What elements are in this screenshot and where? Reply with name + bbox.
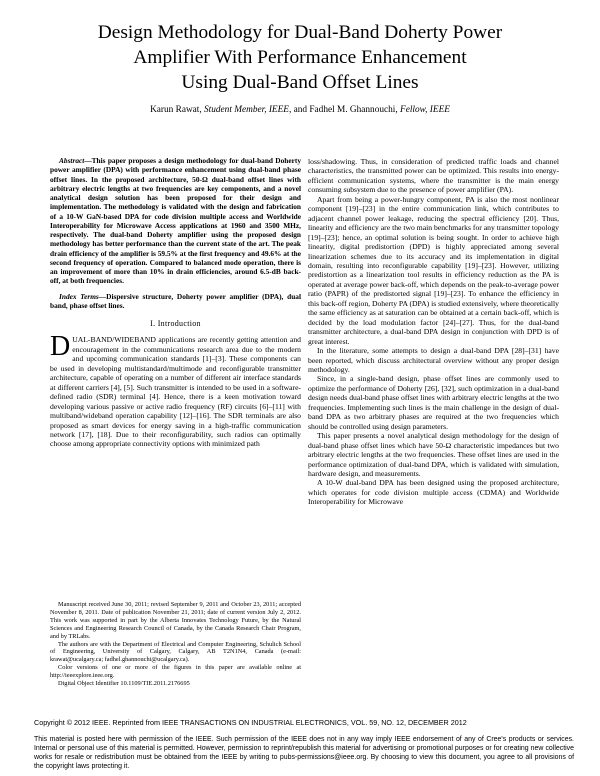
author-2-role: Fellow, IEEE	[400, 105, 450, 115]
right-paragraph-0: loss/shadowing. Thus, in consideration of predicted traffic loads and channel characteristics, the transmitted power can be optimized. This results into energy-efficient communication systems, where the transmitter is the main energy consuming subsystem due to the presence of power amplifier (PA).	[308, 157, 559, 195]
author-1-role: Student Member, IEEE,	[204, 105, 292, 115]
index-terms-label: Index Terms	[59, 291, 99, 301]
title-line-1: Design Methodology for Dual-Band Doherty Power	[97, 22, 503, 43]
abstract	[50, 156, 301, 286]
copyright-line: Copyright © 2012 IEEE. Reprinted from IEEE TRANSACTIONS ON INDUSTRIAL ELECTRONICS, VOL. 59, NO. 12, DECEMBER 2012	[34, 718, 467, 727]
footnote-manuscript: Manuscript received June 30, 2011; revised September 9, 2011 and October 23, 2011; accepted November 8, 2011. Date of publication November 21, 2011; date of current version July 2, 2012. This work was supported in part by the Alberta Innovates Technology Future, by the Natural Sciences and Engineering Research Council of Canada, by the Canada Research Chair Program, and by TRLabs.	[50, 601, 301, 640]
right-paragraph-4: This paper presents a novel analytical design methodology for the design of dual-band phase offset lines which have 50-Ω characteristic impedances but two arbitrary electric lengths at the two frequencies. These offset lines are used in the performance optimization of dual-band DPA, which is validated with simulation, hardware design, and measurements.	[308, 431, 559, 478]
right-paragraph-5: A 10-W dual-band DPA has been designed using the proposed architecture, which operates for code division multiple access (CDMA) and Worldwide Interoperability for Microwave	[308, 478, 559, 507]
right-paragraph-2: In the literature, some attempts to design a dual-band DPA [28]–[31] have been reported, which discuss architectural overview without any proper design methodology.	[308, 346, 559, 374]
footnote-doi: Digital Object Identifier 10.1109/TIE.2011.2176695	[58, 680, 190, 688]
author-2-name: and Fadhel M. Ghannouchi,	[293, 105, 398, 115]
section-heading-introduction: I. Introduction	[150, 319, 201, 328]
abstract-text: —This paper proposes a design methodology for dual-band Doherty power amplifier (DPA) with performance enhancement using dual-band phase offset lines. In the proposed architecture, 50-Ω dual-band offset lines with arbitrary electric lengths at two frequencies are key components, and a novel analytical design solution has been proposed for their design and implementation. The methodology is validated with the design and fabrication of a 10-W GaN-based DPA for code division multiple access and Worldwide Interoperability for Microwave Access applications at 1960 and 3500 MHz, respectively. The dual-band Doherty amplifier using the proposed design methodology has better performance than the current state of the art. The peak drain efficiency of the amplifier is 59.5% at the first frequency and 49.6% at the second frequency of operation. Compared to balanced mode operation, there is an improvement of more than 10% in drain efficiencies, around 6.5-dB back-off, at both frequencies.	[50, 156, 301, 286]
right-paragraph-1: Apart from being a power-hungry component, PA is also the most nonlinear component [19]–[23] in the entire communication link, which contributes to adjacent channel power leakage, reducing the spectral efficiency [20]. Thus, linearity and efficiency are the two main benchmarks for any transmitter topology [19]–[23]; hence, an optimal solution is being sought. In order to achieve high linearity, digital predistortion (DPD) is highly appreciated among several linearization schemes due to its accuracy and its implementation in digital domain, resulting into reconfigurable capability [19]–[23]. However, utilizing predistortion as a linearization tool results in efficiency reduction as the PA is operated at average power back-off, which depends on the peak-to-average power ratio (PAPR) of the predistorted signal [19]–[23]. To enhance the efficiency in this back-off region, Doherty PA (DPA) is studied extensively, where theoretically the same efficiency as at saturation can be obtained at a certain back-off, which is decided by the load modulation factor [24]–[27]. Thus, for the dual-band transmitter architecture, a dual-band DPA design in conjunction with DPD is of great interest.	[308, 194, 559, 346]
index-terms-text: —Dispersive structure, Doherty power amplifier (DPA), dual band, phase offset lines.	[50, 291, 301, 310]
intro-paragraph-1-text: UAL-BAND/WIDEBAND applications are recently getting attention and encouragement in the communications research area due to the modern and upcoming communication standards [1]–[3]. These components can be used in developing multistandard/multimode and reconfigurable transmitter architecture, capable of operating on a number of different air interface standards at different carriers [4], [5]. Such transmitter is intended to be used in a software-defined radio (SDR) terminal [4]. Hence, there is a keen motivation toward developing various passive or active radio frequency (RF) circuits [6]–[11] with multiband/wideband operation capability [12]–[16]. The SDR terminals are also proposed as smart devices for energy saving in a high-traffic communication network [17], [18]. Due to their reconfigurability, such radios can optimally choose among appropriate connectivity options with minimized path	[50, 335, 301, 449]
footnote-affiliation: The authors are with the Department of Electrical and Computer Engineering, Schulich School of Engineering, University of Calgary, Calgary, AB T2N1N4, Canada (e-mail: krawat@ucalgary.ca; fadhel.ghannouchi@ucalgary.ca).	[50, 640, 301, 664]
footnote-color-versions: Color versions of one or more of the figures in this paper are available online at http://ieeexplore.ieee.org.	[50, 664, 301, 680]
intro-paragraph-1	[50, 331, 301, 449]
right-column	[308, 157, 559, 507]
right-paragraph-3: Since, in a single-band design, phase offset lines are commonly used to optimize the performance of Doherty [26], [32], such optimization in a dual-band design needs dual-band phase offset lines with arbitrary electric lengths at the two frequencies. Implementing such lines is the main challenge in the design of dual-band DPA as two arbitrary phases are required at the two frequencies which should be controlled using design parameters.	[308, 374, 559, 431]
title-line-3: Using Dual-Band Offset Lines	[181, 72, 419, 93]
author-1-name: Karun Rawat,	[150, 105, 202, 115]
first-page-footnotes	[50, 601, 301, 688]
abstract-label: Abstract	[59, 156, 85, 165]
title-line-2: Amplifier With Performance Enhancement	[133, 47, 467, 68]
left-column	[50, 156, 301, 449]
index-terms	[50, 292, 301, 311]
author-line	[40, 104, 560, 116]
drop-cap: D	[50, 331, 71, 363]
paper-title	[40, 20, 560, 95]
permission-disclaimer: This material is posted here with permission of the IEEE. Such permission of the IEEE does not in any way imply IEEE endorsement of any of Cree's products or services. Internal or personal use of this material is permitted. However, permission to reprint/republish this material for advertising or promotional purposes or for creating new collective works for resale or redistribution must be obtained from the IEEE by writing to pubs-permissions@ieee.org. By choosing to view this document, you agree to all provisions of the copyright laws protecting it.	[34, 736, 574, 770]
